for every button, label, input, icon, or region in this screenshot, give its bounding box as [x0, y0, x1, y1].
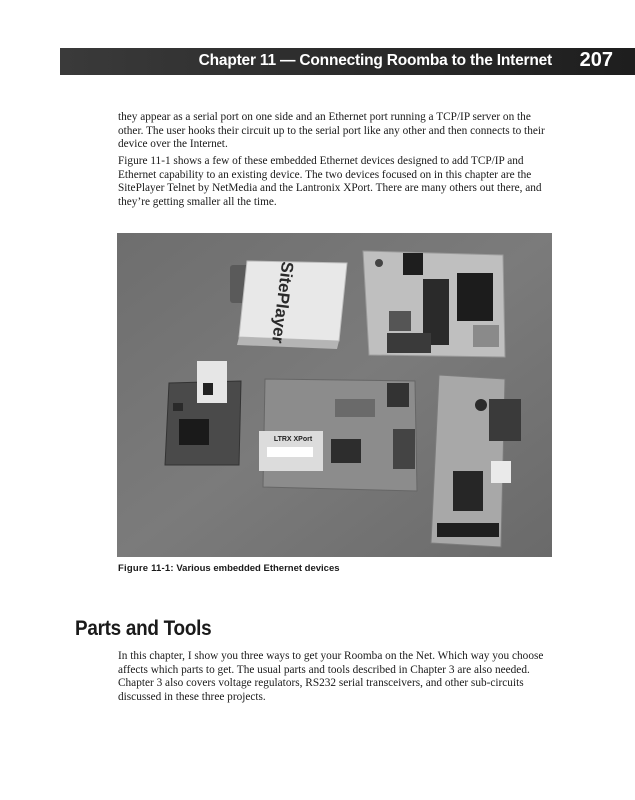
section-paragraph: In this chapter, I show you three ways to get your Roomba on the Net. Which way you choose affects which parts to get. The usual parts and tools described in Chapter 3 are also needed. Chapter 3 also covers voltage regulators, RS232 serial transceivers, and other sub-circuits discussed in these three projects. — [118, 650, 544, 703]
chapter-header-bar — [60, 48, 635, 75]
xport-circuit-board — [259, 379, 417, 491]
body-paragraph-2: Figure 11-1 shows a few of these embedded Ethernet devices designed to add TCP/IP and Ethernet capability to an existing device. The two devices focused on in this chapter are the SitePlayer Telnet by NetMedia and the Lantronix XPort. There are many others out there, and they’re getting smaller all the time. — [118, 155, 542, 208]
body-paragraph-1: they appear as a serial port on one side and an Ethernet port running a TCP/IP server on the other. The user hooks their circuit up to the serial port like any other and then connects to their device over the Internet. — [118, 111, 545, 151]
section-heading: Parts and Tools — [75, 617, 212, 640]
figure-caption — [118, 563, 340, 574]
figure-caption-text: Various embedded Ethernet devices — [176, 563, 340, 574]
figure-caption-label: Figure 11-1: — [118, 563, 174, 574]
top-right-circuit-board — [363, 251, 505, 357]
figure-photo-ethernet-devices — [117, 233, 552, 557]
page-number: 207 — [579, 49, 613, 71]
siteplayer-label: SitePlayer — [268, 260, 297, 345]
siteplayer-device — [229, 260, 347, 349]
xport-label: LTRX XPort — [273, 436, 313, 443]
chapter-title: Chapter 11 — Connecting Roomba to the Internet — [198, 52, 552, 69]
